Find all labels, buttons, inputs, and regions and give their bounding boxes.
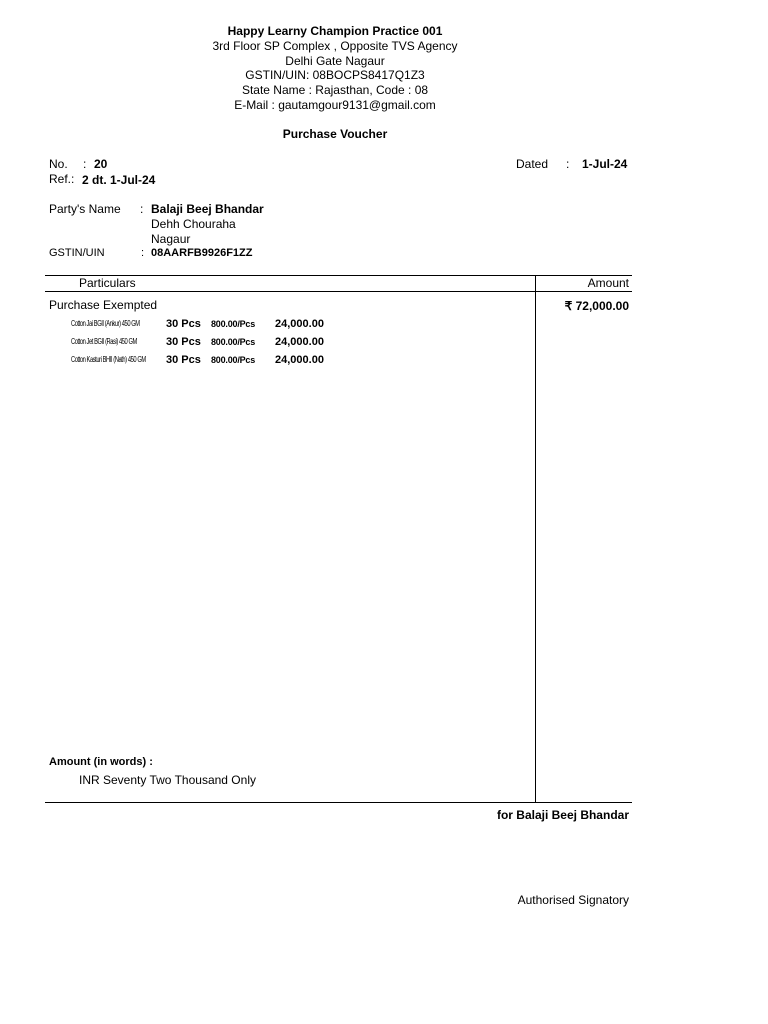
- party-address-line-2: Nagaur: [151, 232, 191, 246]
- party-name: Balaji Beej Bhandar: [151, 202, 264, 216]
- dated-separator: :: [566, 157, 570, 171]
- item-amount: 24,000.00: [275, 336, 324, 348]
- amount-in-words-value: INR Seventy Two Thousand Only: [79, 773, 256, 787]
- voucher-no-value: 20: [94, 157, 108, 171]
- item-quantity: 30 Pcs: [166, 354, 201, 366]
- table-header-rule: [45, 291, 632, 292]
- company-state: State Name : Rajasthan, Code : 08: [241, 83, 429, 97]
- company-address-line-2: Delhi Gate Nagaur: [285, 54, 385, 68]
- item-amount: 24,000.00: [275, 354, 324, 366]
- authorised-signatory: Authorised Signatory: [517, 893, 629, 907]
- item-quantity: 30 Pcs: [166, 336, 201, 348]
- amount-header: Amount: [587, 276, 629, 290]
- item-name: Cotton Kasturi BHII (Nath) 450 GM: [71, 355, 146, 364]
- company-address-line-1: 3rd Floor SP Complex , Opposite TVS Agency: [212, 39, 458, 53]
- voucher-no-separator: :: [83, 157, 87, 171]
- item-name: Cotton Jet BGII (Rasi) 450 GM: [71, 337, 137, 346]
- company-name: Happy Learny Champion Practice 001: [227, 24, 443, 38]
- party-address-line-1: Dehh Chouraha: [151, 217, 236, 231]
- party-name-label: Party's Name: [49, 202, 121, 216]
- ledger-amount: ₹ 72,000.00: [564, 299, 629, 313]
- voucher-title: Purchase Voucher: [282, 127, 388, 141]
- party-name-separator: :: [140, 202, 144, 216]
- item-quantity: 30 Pcs: [166, 318, 201, 330]
- item-rate: 800.00/Pcs: [211, 319, 256, 329]
- party-gstin-value: 08AARFB9926F1ZZ: [151, 247, 253, 259]
- dated-value: 1-Jul-24: [582, 157, 628, 171]
- item-name: Cotton Jai BGII (Ankur) 450 GM: [71, 319, 140, 328]
- item-rate: 800.00/Pcs: [211, 337, 256, 347]
- ledger-name: Purchase Exempted: [49, 298, 158, 312]
- table-column-divider: [535, 275, 536, 803]
- item-rate: 800.00/Pcs: [211, 355, 256, 365]
- for-company-label: for Balaji Beej Bhandar: [496, 808, 629, 822]
- particulars-header: Particulars: [79, 276, 136, 290]
- party-gstin-separator: :: [141, 247, 145, 259]
- item-amount: 24,000.00: [275, 318, 324, 330]
- dated-label: Dated: [516, 157, 549, 171]
- company-gstin: GSTIN/UIN: 08BOCPS8417Q1Z3: [245, 68, 425, 82]
- company-email: E-Mail : gautamgour9131@gmail.com: [234, 98, 436, 112]
- voucher-ref-label: Ref.:: [49, 172, 75, 186]
- table-bottom-rule: [45, 802, 632, 803]
- party-gstin-label: GSTIN/UIN: [49, 247, 105, 259]
- voucher-no-label: No.: [49, 157, 68, 171]
- amount-in-words-label: Amount (in words) :: [49, 756, 153, 768]
- voucher-ref-value: 2 dt. 1-Jul-24: [82, 173, 156, 187]
